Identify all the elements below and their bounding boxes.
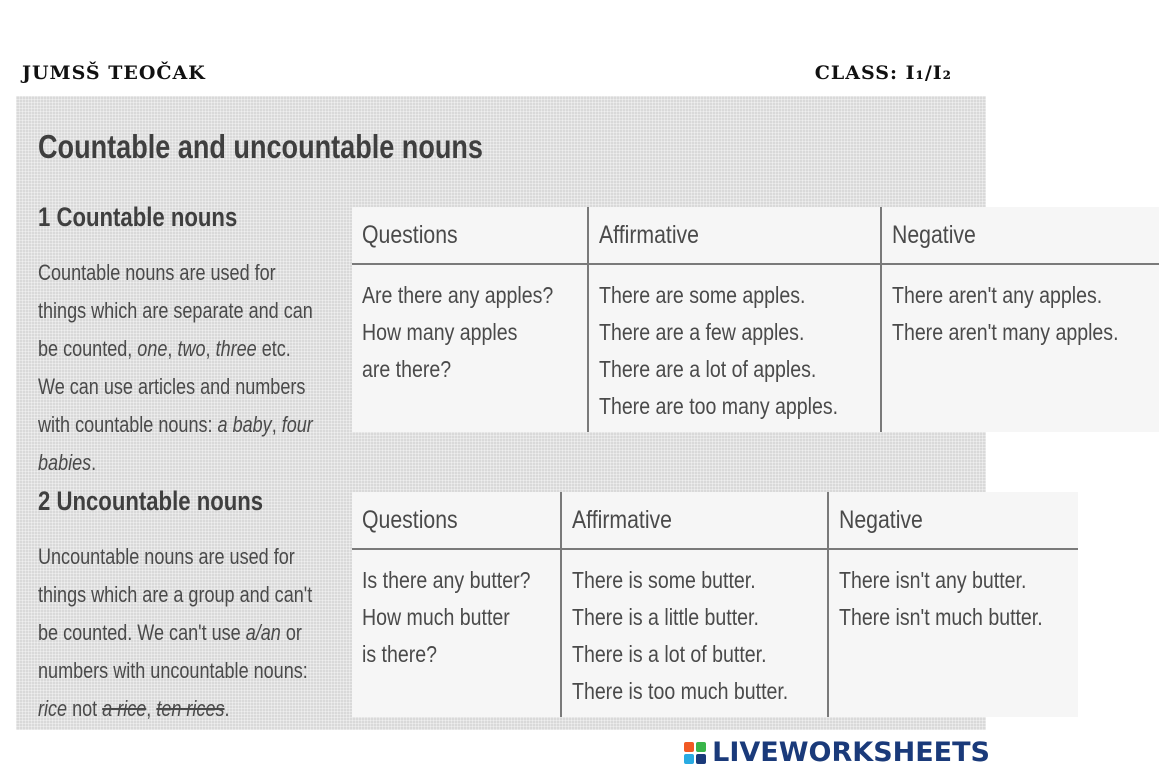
table-line: There aren't any apples. [892,282,1103,308]
countable-affirmative-cell [588,264,881,432]
text-run: etc. We can use articles and numbers with countable nouns: [38,336,306,437]
text-run: or numbers with uncountable nouns: [38,620,308,683]
textbook-scan [16,96,1119,730]
table-line: There is a lot of butter. [572,641,767,667]
liveworksheets-logo-icon [684,742,706,764]
text-run: ten rices [156,696,225,721]
countable-questions-header: Questions [352,207,588,264]
text-run: four babies [38,412,313,475]
text-run: , [167,336,178,361]
table-line: There are a few apples. [599,319,805,345]
logo-square [696,742,706,752]
text-run: Uncountable nouns are used for things which are a group and can't be counted. We can't use [38,544,313,645]
uncountable-affirmative-header: Affirmative [561,492,827,549]
countable-description [38,254,321,482]
table-line: How many apples [362,319,518,345]
text-run: two [177,336,206,361]
table-line: is there? [362,641,437,667]
page-title: Countable and uncountable nouns [38,128,483,165]
table-line: Is there any butter? [362,567,531,593]
brand-text: LIVEWORKSHEETS [712,737,990,768]
text-run: . [224,696,230,721]
countable-table [352,207,1159,432]
table-line: There is a little butter. [572,604,760,630]
text-run: , [205,336,216,361]
uncountable-affirmative-cell [561,549,827,717]
uncountable-negative-cell [828,549,1079,717]
text-run: a rice [102,696,147,721]
text-run: Countable nouns are used for things which are separate and can be counted, [38,260,313,361]
table-line: How much butter [362,604,510,630]
table-line: There isn't any butter. [838,567,1026,593]
text-run: one [137,336,168,361]
table-line: There isn't much butter. [838,604,1043,630]
countable-affirmative-header: Affirmative [588,207,881,264]
table-line: There are some apples. [599,282,806,308]
uncountable-table [352,492,1078,717]
logo-square [684,742,694,752]
class-label: CLASS: I₁/I₂ [814,62,952,84]
uncountable-negative-header: Negative [828,492,1079,549]
uncountable-description [38,538,321,728]
table-line: There aren't many apples. [892,319,1119,345]
uncountable-questions-header: Questions [352,492,561,549]
text-run: three [215,336,257,361]
uncountable-questions-cell [352,549,561,717]
table-line: Are there any apples? [362,282,554,308]
table-line: are there? [362,356,452,382]
table-line: There is too much butter. [572,678,789,704]
countable-negative-header: Negative [881,207,1158,264]
table-line: There is some butter. [572,567,756,593]
countable-negative-cell [881,264,1158,432]
table-line: There are a lot of apples. [599,356,817,382]
student-name-label: JUMSŠ TEOČAK [22,62,206,84]
text-run: . [91,450,97,475]
text-run: , [271,412,282,437]
logo-square [684,754,694,764]
table-line: There are too many apples. [599,393,839,419]
countable-heading: 1 Countable nouns [38,202,238,232]
text-run: a/an [245,620,281,645]
text-run: a baby [217,412,272,437]
text-run: not [67,696,103,721]
text-run: , [146,696,157,721]
uncountable-heading: 2 Uncountable nouns [38,486,264,516]
text-run: rice [38,696,68,721]
liveworksheets-brand-link[interactable] [684,737,990,768]
logo-square [696,754,706,764]
countable-questions-cell [352,264,588,432]
